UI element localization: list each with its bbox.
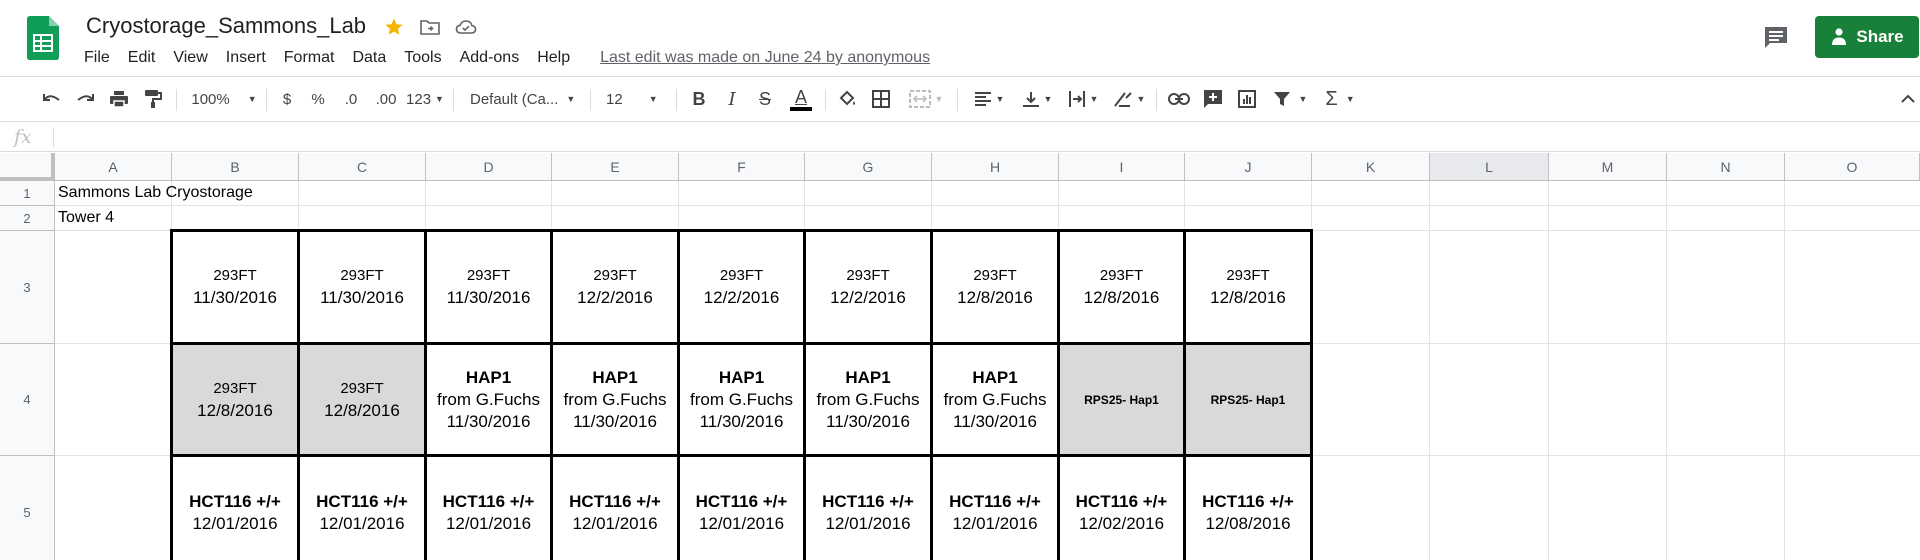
star-icon[interactable] xyxy=(382,15,406,39)
cell-e4[interactable] xyxy=(550,342,680,457)
fx-label: fx xyxy=(14,126,32,148)
cell-j5[interactable] xyxy=(1183,454,1313,560)
font-family-select[interactable]: Default (Ca... ▼ xyxy=(470,90,576,108)
last-edit-link[interactable]: Last edit was made on June 24 by anonymous xyxy=(600,49,931,66)
cell-line: HAP1 xyxy=(845,367,891,387)
cell-h4[interactable] xyxy=(930,342,1060,457)
cell-line: 293FT xyxy=(719,267,764,284)
column-header-l[interactable]: L xyxy=(1430,153,1549,181)
cell-line: HCT116 +/+ xyxy=(316,492,408,511)
cell-f3[interactable] xyxy=(677,229,806,345)
cell-b3[interactable] xyxy=(170,229,300,345)
cell-c4[interactable] xyxy=(297,342,427,457)
column-header-m[interactable]: M xyxy=(1549,153,1667,181)
cell-e5[interactable] xyxy=(550,454,680,560)
cell-g4[interactable] xyxy=(803,342,933,457)
bold-icon[interactable]: B xyxy=(692,88,706,109)
insert-link-icon[interactable] xyxy=(1166,85,1192,113)
cell-line: 293FT xyxy=(593,267,637,284)
share-button[interactable] xyxy=(1815,16,1919,58)
cell-line: HCT116 +/+ xyxy=(822,492,914,511)
cell-line: from G.Fuchs xyxy=(690,389,793,409)
cell-line: 12/8/2016 xyxy=(197,400,273,420)
column-header-d[interactable]: D xyxy=(426,153,552,181)
cell-c3[interactable] xyxy=(297,229,427,345)
cell-a1[interactable]: Sammons Lab Cryostorage xyxy=(58,184,253,201)
row-header-2[interactable]: 2 xyxy=(0,206,55,231)
cell-line: from G.Fuchs xyxy=(563,389,667,409)
vertical-align-icon[interactable]: ▼ xyxy=(1018,85,1056,113)
redo-icon[interactable] xyxy=(73,85,97,113)
cell-line: 293FT xyxy=(213,379,257,397)
cell-line: HCT116 +/+ xyxy=(442,492,535,511)
cell-line: 12/2/2016 xyxy=(577,288,653,307)
cell-f4[interactable] xyxy=(677,342,806,457)
comments-icon[interactable] xyxy=(1762,24,1790,52)
column-header-e[interactable]: E xyxy=(552,153,679,181)
document-title[interactable]: Cryostorage_Sammons_Lab xyxy=(86,13,367,38)
cell-e3[interactable] xyxy=(550,229,680,345)
borders-icon[interactable] xyxy=(869,85,893,113)
cell-line: 12/01/2016 xyxy=(698,514,785,533)
cell-line: from G.Fuchs xyxy=(943,389,1047,409)
menu-tools[interactable]: Tools xyxy=(404,49,442,66)
cell-line: HAP1 xyxy=(465,367,512,387)
cell-line: 12/8/2016 xyxy=(1210,288,1286,307)
cell-j3[interactable] xyxy=(1183,229,1313,345)
column-header-n[interactable]: N xyxy=(1667,153,1785,181)
cell-line: HCT116 +/+ xyxy=(695,492,788,511)
menu-help[interactable]: Help xyxy=(537,49,571,66)
row-header-4[interactable]: 4 xyxy=(0,344,55,456)
cell-h3[interactable] xyxy=(930,229,1060,345)
more-formats-label: 123 xyxy=(406,90,432,108)
cell-line: 293FT xyxy=(213,267,257,284)
increase-decimal-button[interactable] xyxy=(372,85,400,113)
functions-icon[interactable]: Σ ▼ xyxy=(1325,87,1355,110)
row-header-1[interactable]: 1 xyxy=(0,181,55,206)
column-header-a[interactable]: A xyxy=(55,153,172,181)
menu-file[interactable]: File xyxy=(84,49,110,66)
share-button-label: Share xyxy=(1856,27,1904,46)
cell-b4[interactable] xyxy=(170,342,300,457)
cell-line: 293FT xyxy=(846,267,890,284)
increase-decimal-label: .00 xyxy=(375,90,397,108)
cell-line: 12/01/2016 xyxy=(319,514,405,533)
cell-line: 12/01/2016 xyxy=(572,514,658,533)
column-header-j[interactable]: J xyxy=(1185,153,1312,181)
cell-line: 12/01/2016 xyxy=(192,514,278,533)
cell-g3[interactable] xyxy=(803,229,933,345)
cell-line: HAP1 xyxy=(592,367,638,387)
cell-line: 12/08/2016 xyxy=(1205,514,1291,533)
row-header-5[interactable]: 5 xyxy=(0,456,55,560)
strikethrough-icon[interactable]: S xyxy=(758,88,771,109)
format-currency-button[interactable]: $ xyxy=(282,90,292,108)
font-size-select[interactable]: 12 ▼ xyxy=(606,90,658,108)
text-rotation-icon[interactable]: ▼ xyxy=(1110,85,1148,113)
formula-bar xyxy=(0,122,1920,152)
cell-i3[interactable] xyxy=(1057,229,1186,345)
text-wrapping-icon[interactable]: ▼ xyxy=(1064,85,1102,113)
cell-line: 293FT xyxy=(340,379,384,397)
cell-line: 293FT xyxy=(1226,267,1270,284)
paint-format-icon[interactable] xyxy=(141,85,165,113)
cell-i4[interactable] xyxy=(1057,342,1186,457)
print-icon[interactable] xyxy=(107,85,131,113)
insert-chart-icon[interactable] xyxy=(1234,85,1260,113)
cell-line: from G.Fuchs xyxy=(437,389,540,409)
cell-a2[interactable]: Tower 4 xyxy=(58,209,115,226)
cell-line: 293FT xyxy=(1099,267,1144,284)
menu-insert[interactable]: Insert xyxy=(225,49,266,66)
fill-color-icon[interactable] xyxy=(834,85,860,113)
formula-input[interactable] xyxy=(62,126,1902,148)
select-all-corner[interactable] xyxy=(0,153,55,181)
cloud-status-icon[interactable] xyxy=(454,15,478,39)
cell-line: HAP1 xyxy=(718,367,765,387)
column-header-k[interactable]: K xyxy=(1312,153,1430,181)
column-header-o[interactable]: O xyxy=(1785,153,1920,181)
column-header-f[interactable]: F xyxy=(679,153,805,181)
column-header-i[interactable]: I xyxy=(1059,153,1185,181)
more-formats-select[interactable]: 123 ▼ xyxy=(406,90,444,108)
cell-line: 11/30/2016 xyxy=(953,411,1037,431)
decrease-decimal-button[interactable] xyxy=(340,85,362,113)
lock-person-icon xyxy=(1830,27,1848,47)
horizontal-align-icon[interactable]: ▼ xyxy=(970,85,1008,113)
cell-line: from G.Fuchs xyxy=(816,389,920,409)
cell-line: 293FT xyxy=(973,267,1017,284)
cell-line: 12/8/2016 xyxy=(324,400,400,420)
cell-line: HCT116 +/+ xyxy=(1075,492,1168,511)
column-header-b[interactable]: B xyxy=(172,153,299,181)
cell-line: HCT116 +/+ xyxy=(569,492,661,511)
cell-line: 11/30/2016 xyxy=(320,288,404,307)
row-header-3[interactable]: 3 xyxy=(0,231,55,344)
cell-line: 12/02/2016 xyxy=(1078,514,1165,533)
undo-icon[interactable] xyxy=(40,85,64,113)
column-header-c[interactable]: C xyxy=(299,153,426,181)
cell-line: 11/30/2016 xyxy=(573,411,657,431)
menu-data[interactable]: Data xyxy=(352,49,387,66)
column-header-h[interactable]: H xyxy=(932,153,1059,181)
cell-c5[interactable] xyxy=(297,454,427,560)
menu-format[interactable]: Format xyxy=(283,49,335,66)
cell-line: 12/2/2016 xyxy=(830,288,906,307)
cell-line: 11/30/2016 xyxy=(446,411,531,431)
cell-line: 11/30/2016 xyxy=(446,288,531,307)
menu-add-ons[interactable]: Add-ons xyxy=(459,49,520,66)
cell-line: 293FT xyxy=(466,267,511,284)
cell-line: 12/01/2016 xyxy=(445,514,532,533)
cell-line: 12/8/2016 xyxy=(1083,288,1160,307)
cell-line: 293FT xyxy=(340,267,384,284)
font-family-value: Default (Ca... xyxy=(470,90,559,108)
cell-line: 12/8/2016 xyxy=(957,288,1033,307)
cell-line: 11/30/2016 xyxy=(826,411,910,431)
decrease-decimal-label: .0 xyxy=(344,90,358,108)
menu-view[interactable]: View xyxy=(173,49,208,66)
cell-d5[interactable] xyxy=(424,454,553,560)
cell-line: HCT116 +/+ xyxy=(1202,492,1294,511)
cell-j4[interactable] xyxy=(1183,342,1313,457)
text-color-icon[interactable]: A xyxy=(788,85,814,113)
sheets-logo-icon[interactable] xyxy=(27,16,59,60)
cell-b5[interactable] xyxy=(170,454,300,560)
cell-line: 11/30/2016 xyxy=(699,411,784,431)
cell-line: RPS25- Hap1 xyxy=(1210,392,1286,407)
zoom-value: 100% xyxy=(191,90,230,108)
cell-line: 12/01/2016 xyxy=(952,514,1038,533)
cell-g5[interactable] xyxy=(803,454,933,560)
toolbar xyxy=(0,76,1920,122)
cell-f5[interactable] xyxy=(677,454,806,560)
cell-i5[interactable] xyxy=(1057,454,1186,560)
collapse-toolbar-icon[interactable] xyxy=(1898,85,1918,113)
cell-line: HCT116 +/+ xyxy=(949,492,1041,511)
cell-h5[interactable] xyxy=(930,454,1060,560)
header xyxy=(0,0,1920,76)
cell-line: 12/2/2016 xyxy=(703,288,780,307)
column-header-g[interactable]: G xyxy=(805,153,932,181)
zoom-select[interactable]: 100% ▼ xyxy=(191,90,257,108)
cell-line: HAP1 xyxy=(972,367,1018,387)
font-size-value: 12 xyxy=(606,90,623,108)
cell-line: HCT116 +/+ xyxy=(189,492,281,511)
menu-bar xyxy=(84,46,930,70)
menu-edit[interactable]: Edit xyxy=(127,49,156,66)
cell-line: RPS25- Hap1 xyxy=(1084,392,1159,407)
cell-d4[interactable] xyxy=(424,342,553,457)
move-to-folder-icon[interactable] xyxy=(418,15,442,39)
cell-d3[interactable] xyxy=(424,229,553,345)
merge-cells-icon[interactable]: ▼ xyxy=(903,85,949,113)
filter-icon[interactable]: ▼ xyxy=(1268,85,1312,113)
cell-line: 12/01/2016 xyxy=(825,514,911,533)
cell-line: 11/30/2016 xyxy=(193,288,277,307)
insert-comment-icon[interactable] xyxy=(1200,85,1226,113)
italic-icon[interactable]: I xyxy=(728,88,736,110)
format-percent-button[interactable]: % xyxy=(311,90,325,108)
